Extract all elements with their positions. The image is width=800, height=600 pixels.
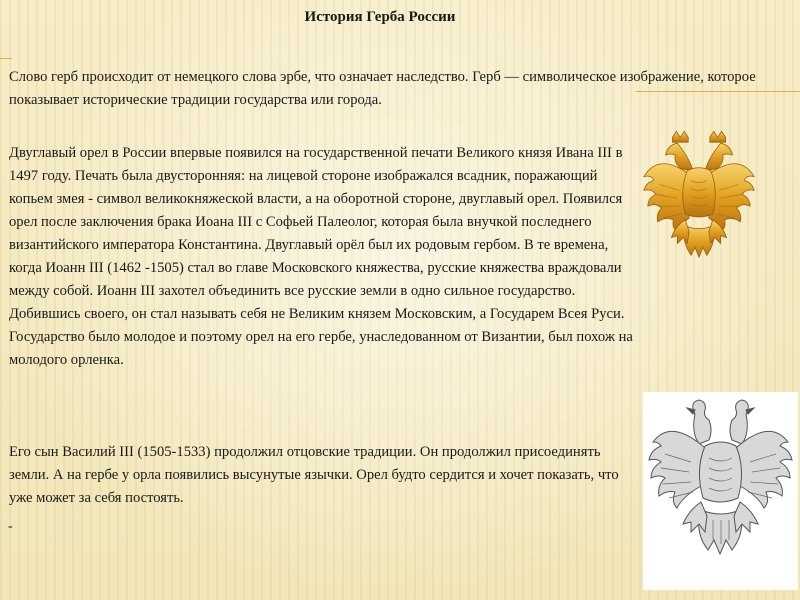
grey-double-headed-eagle-icon bbox=[643, 392, 798, 590]
intro-paragraph: Слово герб происходит от немецкого слова эрбе, что означает наследство. Герб — символическое изображение, которое показывает исторические традиции государства или города. bbox=[9, 69, 756, 108]
decorative-rule-left bbox=[0, 58, 12, 59]
vasily-paragraph: Его сын Василий III (1505-1533) продолжил отцовские традиции. Он продолжил присоединять земли. А на гербе у орла появились высунутые язычки. Орел будто сердится и хочет показать, что уже может за себя постоять. bbox=[9, 444, 619, 506]
golden-double-headed-eagle-icon bbox=[640, 128, 758, 298]
history-paragraph: Двуглавый орел в России впервые появился на государственной печати Великого князя Ивана III в 1497 году. Печать была двусторонняя: на лицевой стороне изображался всадник, поражающий копьем змея - символ великокняжеской власти, а на оборотной стороне, двуглавый орел. Появился орел после заключения брака Иоана III с Софьей Палеолог, которая была внучкой последнего византийского императора Константина. Двуглавый орёл был их родовым гербом. В те времена, когда Иоанн III (1462 -1505) стал во главе Московского княжества, русские княжества враждовали между собой. Иоанн III захотел объединить все русские земли в одно сильное государство. Добившись своего, он стал называть себя не Великим князем Московским, а Государем Всея Руси. Государство было молодое и поэтому орел на его гербе, унаследованном от Византии, был похож на молодого орленка. bbox=[9, 145, 633, 368]
trailing-dash: - bbox=[8, 519, 13, 534]
slide-title: История Герба России bbox=[304, 9, 456, 25]
